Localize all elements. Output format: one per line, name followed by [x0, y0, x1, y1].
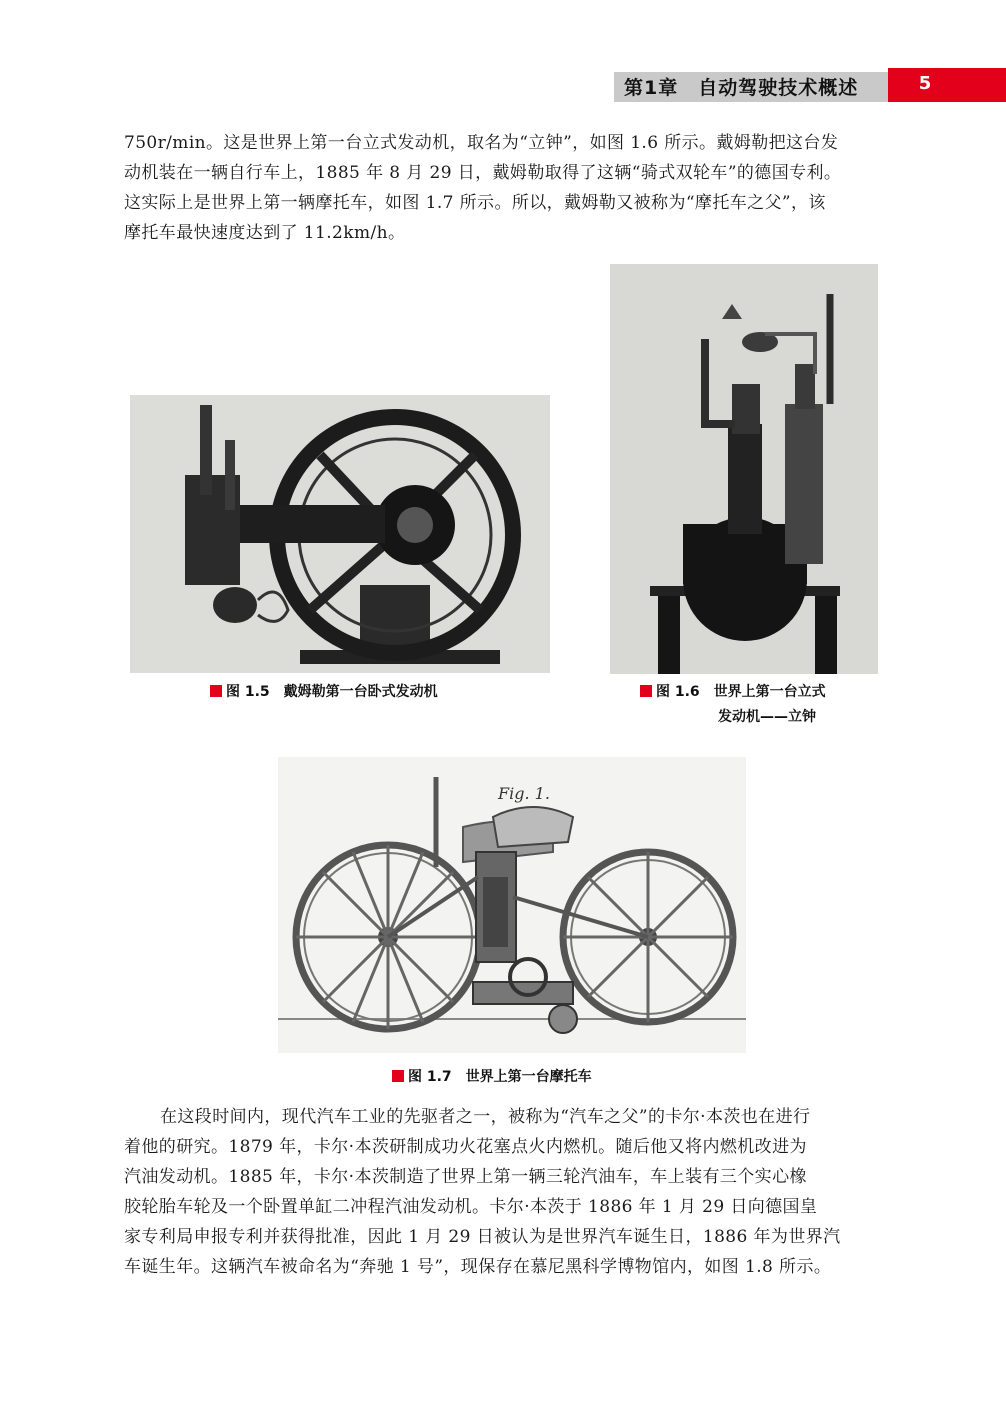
figure-1-6-caption: [640, 681, 826, 703]
page-number: 5: [918, 73, 932, 94]
text-line: 家专利局申报专利并获得批准，因此 1 月 29 日被认为是世界汽车诞生日，1886 年为世界汽: [124, 1227, 841, 1247]
vertical-engine-image: [610, 264, 878, 674]
figure-1-6-caption-line2: 发动机——立钟: [718, 709, 816, 725]
figure-1-7-caption: [392, 1066, 592, 1088]
paragraph-bottom: [124, 1102, 886, 1282]
paragraph-top: [124, 128, 886, 248]
text-line: 摩托车最快速度达到了 11.2km/h。: [124, 223, 406, 243]
caption-marker: [392, 1070, 404, 1082]
chapter-title: 第1章 自动驾驶技术概述: [624, 77, 859, 99]
figure-1-5-caption: [210, 681, 438, 703]
motorcycle-drawing-image: [278, 757, 746, 1053]
text-line: 胶轮胎车轮及一个卧置单缸二冲程汽油发动机。卡尔·本茨于 1886 年 1 月 29 日向德国皇: [124, 1197, 818, 1217]
text-line: 750r/min。这是世界上第一台立式发动机，取名为“立钟”，如图 1.6 所示。戴姆勒把这台发: [124, 133, 839, 153]
figure-1-6-photo: [610, 264, 878, 674]
caption-text-line1: 图 1.6 世界上第一台立式: [656, 684, 826, 700]
text-line: 汽油发动机。1885 年，卡尔·本茨制造了世界上第一辆三轮汽油车，车上装有三个实心橡: [124, 1167, 807, 1187]
text-line: 在这段时间内，现代汽车工业的先驱者之一，被称为“汽车之父”的卡尔·本茨也在进行: [160, 1107, 811, 1127]
text-line: 着他的研究。1879 年，卡尔·本茨研制成功火花塞点火内燃机。随后他又将内燃机改进为: [124, 1137, 807, 1157]
horizontal-engine-image: [130, 395, 550, 673]
text-line: 这实际上是世界上第一辆摩托车，如图 1.7 所示。所以，戴姆勒又被称为“摩托车之父”，该: [124, 193, 826, 213]
fig-label: Fig. 1.: [498, 784, 550, 803]
figure-1-7-drawing: [278, 757, 746, 1053]
caption-text: 图 1.7 世界上第一台摩托车: [408, 1069, 592, 1085]
caption-marker: [640, 685, 652, 697]
figure-1-5-photo: [130, 395, 550, 673]
text-line: 车诞生年。这辆汽车被命名为“奔驰 1 号”，现保存在慕尼黑科学博物馆内，如图 1.8 所示。: [124, 1257, 832, 1277]
caption-marker: [210, 685, 222, 697]
caption-text: 图 1.5 戴姆勒第一台卧式发动机: [226, 684, 438, 700]
text-line: 动机装在一辆自行车上，1885 年 8 月 29 日，戴姆勒取得了这辆“骑式双轮车”的德国专利。: [124, 163, 842, 183]
